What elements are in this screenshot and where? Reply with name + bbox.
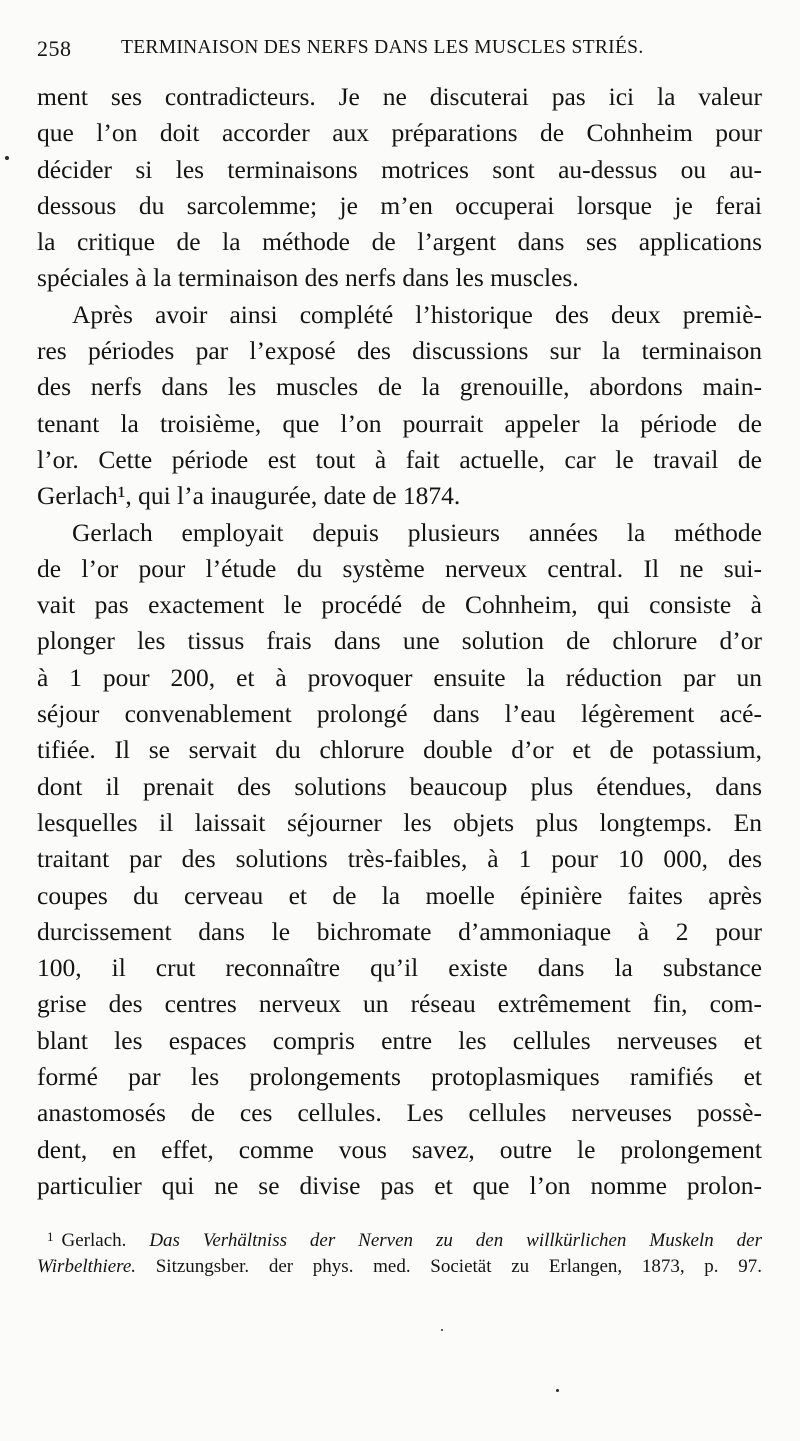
footnote-citation: Sitzungsber. der phys. med. Societät zu Erlangen, 1873, p. 97. <box>155 1256 762 1277</box>
text-line: dent, en effet, comme vous savez, outre le prolongement <box>37 1134 762 1164</box>
text-line: des nerfs dans les muscles de la grenouille, abordons main- <box>37 372 762 402</box>
running-title: TERMINAISON DES NERFS DANS LES MUSCLES STRIÉS. <box>121 37 644 58</box>
print-speck <box>5 156 9 160</box>
text-line: Gerlach¹, qui l’a inaugurée, date de 1874. <box>37 481 461 511</box>
text-line: dessous du sarcolemme; je m’en occuperai lorsque je ferai <box>37 190 762 220</box>
body-text <box>37 79 762 1204</box>
text-line: grise des centres nerveux un réseau extrêmement fin, com- <box>37 989 762 1019</box>
footnote-line <box>37 1224 762 1254</box>
text-line: plonger les tissus frais dans une solution de chlorure d’or <box>37 626 762 656</box>
print-speck <box>441 1329 443 1331</box>
text-line: séjour convenablement prolongé dans l’eau légèrement acé- <box>37 699 762 729</box>
text-line: la critique de la méthode de l’argent dans ses applications <box>37 227 762 257</box>
text-line: tifiée. Il se servait du chlorure double d’or et de potassium, <box>37 735 762 765</box>
text-line: blant les espaces compris entre les cellules nerveuses et <box>37 1025 762 1055</box>
text-line: particulier qui ne se divise pas et que l’on nomme prolon- <box>37 1170 762 1200</box>
text-line: lesquelles il laissait séjourner les objets plus longtemps. En <box>37 807 762 837</box>
text-line: 100, il crut reconnaître qu’il existe dans la substance <box>37 953 762 983</box>
text-line: dont il prenait des solutions beaucoup plus étendues, dans <box>37 771 762 801</box>
page-number: 258 <box>37 36 72 61</box>
text-line: tenant la troisième, que l’on pourrait appeler la période de <box>37 408 762 438</box>
text-line: ment ses contradicteurs. Je ne discuterai pas ici la valeur <box>37 82 762 111</box>
text-line: que l’on doit accorder aux préparations de Cohnheim pour <box>37 118 762 148</box>
text-line: formé par les prolongements protoplasmiques ramifiés et <box>37 1062 762 1092</box>
footnote-title: Das Verhältniss der Nerven zu den willkürlichen Muskeln der <box>149 1230 762 1251</box>
text-line: res périodes par l’exposé des discussions sur la terminaison <box>37 336 762 366</box>
text-line: à 1 pour 200, et à provoquer ensuite la réduction par un <box>37 662 762 692</box>
text-line: traitant par des solutions très-faibles, à 1 pour 10 000, des <box>37 844 762 874</box>
running-head <box>37 36 762 70</box>
text-line: de l’or pour l’étude du système nerveux central. Il ne sui- <box>37 553 762 583</box>
text-line: décider si les terminaisons motrices sont au-dessus ou au- <box>37 154 762 184</box>
footnote <box>37 1224 762 1280</box>
text-line: vait pas exactement le procédé de Cohnheim, qui consiste à <box>37 590 762 620</box>
text-line: durcissement dans le bichromate d’ammoniaque à 2 pour <box>37 916 762 946</box>
footnote-title-continued: Wirbelthiere. <box>37 1256 137 1277</box>
footnote-line <box>37 1254 762 1280</box>
footnote-marker: 1 <box>47 1229 54 1244</box>
text-line: coupes du cerveau et de la moelle épinière faites après <box>37 880 762 910</box>
text-line: Gerlach employait depuis plusieurs années la méthode <box>72 517 762 547</box>
text-line: anastomosés de ces cellules. Les cellules nerveuses possè- <box>37 1098 762 1128</box>
text-line: Après avoir ainsi complété l’historique des deux premiè- <box>72 299 762 329</box>
text-line: spéciales à la terminaison des nerfs dans les muscles. <box>37 263 579 293</box>
print-speck <box>556 1389 559 1392</box>
text-line: l’or. Cette période est tout à fait actuelle, car le travail de <box>37 444 762 474</box>
footnote-author: Gerlach. <box>61 1230 127 1251</box>
